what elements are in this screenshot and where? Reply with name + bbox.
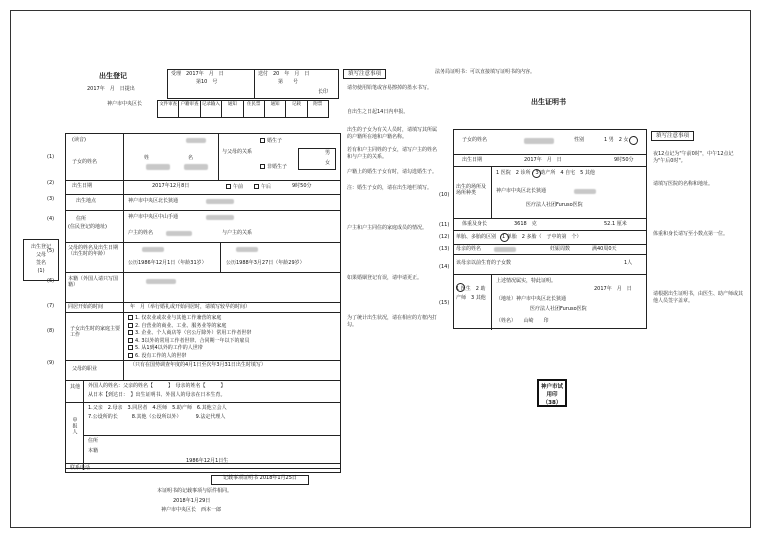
- review-col: 文件审查: [158, 101, 179, 117]
- pregnancy-weeks: 满40周0天: [592, 246, 617, 252]
- cert-place-label: 出生的场所及场所种类: [456, 184, 487, 196]
- redacted-mother-name: [494, 247, 516, 252]
- document-page: [10, 10, 751, 528]
- cert-row-number: (14): [439, 264, 450, 270]
- side-line4: (1): [37, 268, 45, 274]
- gender-male: 男: [325, 150, 331, 156]
- nonlegit-checkbox[interactable]: [260, 164, 265, 169]
- row-number: (4): [47, 216, 55, 222]
- reporter-item: 7.公设所的长: [88, 414, 118, 420]
- left-notes-tag: 填写注意事项: [343, 69, 386, 79]
- reporter-tel: 联系电话: [70, 465, 91, 471]
- review-col: 户籍审查: [179, 101, 200, 117]
- others-label: 其他: [70, 384, 81, 390]
- middle-note: 若有和户主同姓的子女，请写户主的姓名和与户主的关系。: [347, 147, 438, 160]
- review-col: 记录输入: [201, 101, 222, 117]
- middle-note: 为了统计出生状况，请在相应的方框内打勾。: [347, 315, 438, 328]
- cert-date: 2017年 月 日: [594, 286, 632, 292]
- sent-number: 第 号: [278, 79, 299, 85]
- certifier-type: 1 医生 2 助产师 3 其他: [456, 286, 486, 301]
- middle-note: 注：婚生子女的，请在出生地栏填写。: [347, 185, 433, 191]
- cert-row-number: (10): [439, 192, 450, 198]
- right-notes-tag: 填写注意事项: [651, 131, 694, 141]
- gender-female: 女: [325, 160, 331, 166]
- others-line2: 从日本【到达日： 】出生证明书、外国人的母亲在日本生育。: [88, 392, 226, 398]
- household-item: [128, 315, 338, 323]
- household-checkbox[interactable]: [128, 323, 133, 328]
- given-label: 名: [188, 155, 194, 161]
- household-item-text: 3. 企业、个人商店等（官公厅除外）常用工作者世帯: [135, 330, 252, 337]
- cert-gender-value: 1 男 2 女: [604, 137, 629, 143]
- redacted-householder: [166, 231, 192, 236]
- redacted-cert-name: [524, 138, 554, 144]
- right-note: 请填写医院的名称和地址。: [653, 181, 714, 187]
- surname-label: 姓: [144, 155, 150, 161]
- multiple-circle: [500, 233, 509, 242]
- redacted-surname: [146, 164, 170, 170]
- row-number: (6): [47, 278, 55, 284]
- mother-name-label: 母亲的姓名: [456, 246, 482, 252]
- legit-text: 婚生子: [267, 138, 283, 144]
- cert-birth-value: 2017年 月 日: [524, 157, 562, 163]
- middle-note: 如果婚姻登记有误，请申请更正。: [347, 275, 423, 281]
- household-item-text: 6. 没有工作的人的世帯: [135, 352, 187, 359]
- job-label: 父母的职业: [72, 366, 98, 372]
- gender-circle: [629, 136, 638, 145]
- side-line3: 签名: [35, 260, 46, 266]
- reporter-item: 9.法定代理人: [195, 414, 226, 420]
- cert-birth-label: 出生日期: [462, 157, 483, 163]
- multiple-label: 单胎、多胎的区别: [456, 234, 497, 240]
- cert-sign: （姓名） 山崎 印: [496, 318, 549, 324]
- prev-births-value: 1人: [624, 260, 633, 266]
- sent-date: 送付 20 年 月 日: [258, 71, 310, 77]
- prev-births-label: 该母亲以前生育的子女数: [456, 260, 512, 266]
- height-value: 52.1 厘米: [604, 221, 627, 227]
- redacted-address: [206, 215, 234, 220]
- certifier-circle: [456, 283, 465, 292]
- legit-option: [260, 138, 282, 145]
- birth-label: 出生日期: [72, 183, 93, 189]
- cert-row-number: (13): [439, 246, 450, 252]
- review-col: 通知: [265, 101, 286, 117]
- am-checkbox[interactable]: [226, 184, 231, 189]
- trial-seal: 神户市试用印（38）: [537, 379, 567, 407]
- reporter-options: 1.父亲 2.母亲 3.同居者 4.医师 5.助产师 6.其他立会人: [88, 405, 227, 411]
- household-checkbox[interactable]: [128, 353, 133, 358]
- review-col: 住民票: [244, 101, 265, 117]
- address-label: 住所: [76, 216, 87, 222]
- redacted-furigana: [186, 138, 206, 143]
- mother-birth: 公历1988年3月27日（年龄29岁）: [226, 260, 305, 266]
- weight-value: 3618 克: [514, 221, 537, 227]
- reporter-label: 申报人: [71, 417, 78, 435]
- accepted-number: 第10 号: [196, 79, 218, 85]
- form-title: 出生登记: [99, 72, 127, 80]
- reporter-address: 住所: [88, 438, 99, 444]
- chief-seal: 长印: [318, 89, 329, 95]
- place-label: 出生地点: [76, 198, 97, 204]
- cert-row-number: (11): [439, 222, 450, 228]
- household-item: [128, 345, 338, 353]
- row-number: (1): [47, 154, 55, 160]
- nonlegit-option: [260, 164, 287, 171]
- row-number: (5): [47, 248, 55, 254]
- middle-note: 出生的子女为有关人员时，请填写其所属的户籍所在地和户籍名称。: [347, 127, 438, 140]
- right-note: 体重和身长请写至小数点第一位。: [653, 231, 729, 237]
- office-name: 神户市中央区长: [107, 101, 143, 107]
- reporter-item: 8.其他（公设所以外）: [131, 414, 182, 420]
- middle-note: 户主和户主同住的家庭成员的情况。: [347, 225, 428, 231]
- cert-child-name: 子女的姓名: [462, 137, 488, 143]
- place-value: 神户市中央区北长狭通: [128, 198, 179, 204]
- cert-statement: 上述情况属实，特此证明。: [496, 278, 557, 284]
- cert-gender-label: 性别: [574, 137, 585, 143]
- household-checkbox[interactable]: [128, 345, 133, 350]
- review-col: 附票: [313, 102, 323, 107]
- middle-note: 自出生之日起14日内申报。: [347, 109, 409, 115]
- certify-date: 2018年1月29日: [173, 498, 211, 504]
- cert-time: 9时50分: [614, 157, 634, 163]
- birth-value: 2017年12月8日: [152, 183, 190, 189]
- cert-place-types: 1 医院 2 诊所 3 助产所 4 自宅 5 其他: [496, 170, 595, 176]
- gender-box: [298, 148, 336, 170]
- householder-label: 户主的姓名: [128, 230, 154, 236]
- birth-time: 9时50分: [292, 183, 312, 189]
- place-circle: [532, 169, 541, 178]
- accepted-date: 受理 2017年 月 日: [171, 71, 224, 77]
- household-checkbox[interactable]: [128, 315, 133, 320]
- honseki-label: 本籍（外国人请只写国籍）: [68, 276, 119, 288]
- acceptance-box: [167, 69, 339, 99]
- census-note: （只有在国势调查年度的4月1日至次年3月31日出生时填写）: [130, 362, 266, 368]
- middle-note: 户籍上的婚生子女有时，请勾选婚生子。: [347, 169, 438, 175]
- pm-checkbox[interactable]: [254, 184, 259, 189]
- weight-label: 体重及身长: [462, 221, 488, 227]
- middle-note: 请勿使用铅笔或容易擦掉的墨水书写。: [347, 85, 433, 91]
- household-item-text: 4. 3以外的常用工作者世帯、合同期一年以下的雇员: [135, 337, 250, 344]
- redacted-cert-addr: [574, 189, 596, 194]
- reporter-tel-row: [65, 463, 341, 473]
- header-note: 法务局证明书：可以直接填写证明书的内容。: [435, 69, 536, 75]
- household-checkbox[interactable]: [128, 330, 133, 335]
- multiple-value: 1 单胎 2 多胎（ 子中的第 个）: [502, 234, 582, 240]
- birth-form-table: [65, 133, 341, 469]
- certify-text: 本证明书的记载事项与原件相同。: [157, 488, 233, 494]
- side-line2: 父母: [35, 252, 46, 258]
- side-line1: 出生登记: [30, 244, 51, 250]
- row-number: (2): [47, 180, 55, 186]
- redacted-father: [142, 247, 164, 252]
- reporter-birth: 1986年12月1日生: [186, 458, 229, 464]
- cert-place-addr: 神户市中央区北长狭通: [496, 188, 547, 194]
- household-item: [128, 330, 338, 338]
- household-item-text: 5. 从1到4以外的工作的人世帯: [135, 345, 203, 352]
- reporter-items: [88, 415, 239, 421]
- row-number: (8): [47, 328, 55, 334]
- row-number: (3): [47, 196, 55, 202]
- parents-label: 父母的姓名及出生日期（出生时的年龄）: [68, 245, 119, 257]
- right-note: 夜12点记为"午前0时"，中午12点记为"午后0时"。: [653, 151, 734, 164]
- cert-org: 医疗法人社团Furuso医院: [530, 306, 587, 312]
- household-item-text: 2. 自营业的商业、工业、服务业等的家庭: [135, 322, 227, 329]
- cert-row-number: (12): [439, 234, 450, 240]
- redacted-place: [206, 199, 234, 204]
- pregnancy-label: 妊娠周数: [550, 246, 571, 252]
- furigana-label: (读音): [72, 137, 86, 143]
- relation-label: 与户主的关系: [222, 230, 253, 236]
- child-name-label: 子女的姓名: [72, 159, 98, 165]
- household-label: 子女出生时的家庭主要工作: [70, 326, 121, 338]
- relationship-label: 与父母的关系: [222, 149, 253, 155]
- redacted-given: [184, 164, 208, 170]
- cert-place-name: 医疗法人社团Furuso医院: [526, 202, 583, 208]
- review-col: 通知: [222, 101, 243, 117]
- side-label-box: [23, 239, 59, 281]
- others-line1: 外国人的姓名：父亲的姓名【 】 母亲的姓名【 】: [88, 383, 226, 389]
- marriage-value: 年 月（举行婚礼或开始同居时，请填写较早的时间）: [130, 304, 251, 310]
- right-note: 请根据出生证明书，由医生、助产师或其他人员签字盖章。: [653, 291, 744, 304]
- reporter-honseki: 本籍: [88, 448, 99, 454]
- legit-checkbox[interactable]: [260, 138, 265, 143]
- submit-date: 2017年 月 日提出: [87, 86, 135, 92]
- cert-table: [453, 129, 647, 329]
- marriage-label: 同居开始的时间: [68, 304, 104, 310]
- nonlegit-text: 非婚生子: [267, 164, 288, 170]
- father-birth: 公历1986年12月1日（年龄31岁）: [128, 260, 207, 266]
- redacted-honseki: [146, 279, 176, 284]
- household-list: [128, 315, 338, 361]
- cert-address: （地址）神户市中央区北长狭通: [496, 296, 567, 302]
- row-number: (9): [47, 360, 55, 366]
- seal-note: 记载事项证明书 2018年1月25日: [211, 475, 309, 485]
- cert-title: 出生证明书: [531, 98, 566, 106]
- household-item-text: 1. 仅农业或农业与其他工作兼营的家庭: [135, 315, 222, 321]
- review-strip: [157, 100, 329, 118]
- review-col: 记载: [286, 101, 307, 117]
- address-value: 神户市中央区中山手通: [128, 214, 179, 220]
- household-checkbox[interactable]: [128, 338, 133, 343]
- pm-option: 午后: [254, 184, 271, 191]
- address-sub: (住民登记的地址): [68, 224, 107, 230]
- certify-signature: 神户市中央区长 西本一郎: [161, 507, 222, 513]
- row-number: (7): [47, 303, 55, 309]
- redacted-mother: [236, 247, 258, 252]
- am-option: 午前: [226, 184, 243, 191]
- cert-row-number: (15): [439, 300, 450, 306]
